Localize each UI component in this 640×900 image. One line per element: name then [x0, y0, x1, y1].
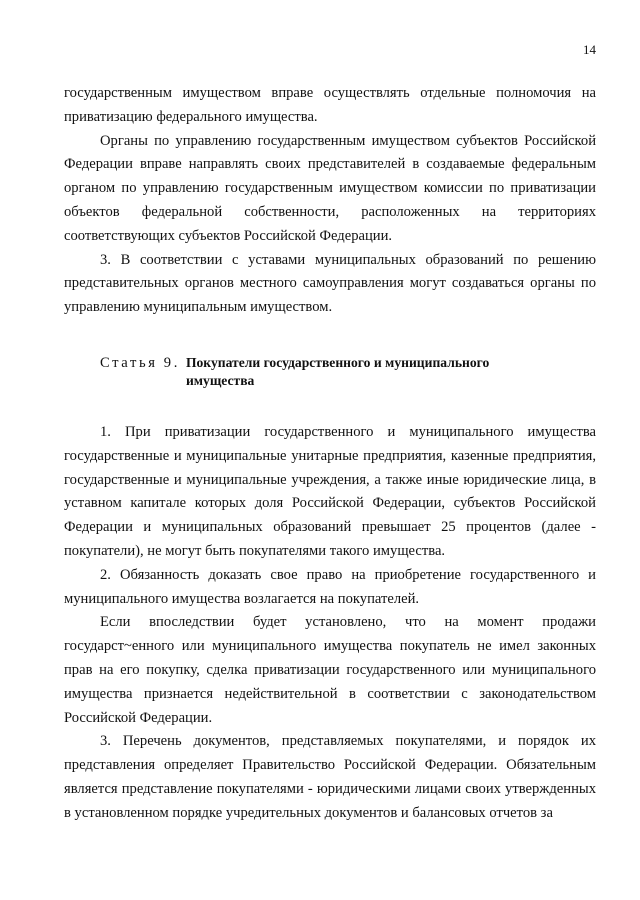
article-label: Статья 9.: [100, 354, 180, 371]
paragraph-continuation: государственным имуществом вправе осуществлять отдельные полномочия на приватизацию федерального имущества.: [64, 85, 596, 125]
paragraph-invalid-deal: Если впоследствии будет установлено, что на момент продажи государст~енного или муниципального имущества покупатель не имел законных прав на его покупку, сделка приватизации государственного или муниципального имущества признается недействительной в соответствии с законодательством Российской Федерации.: [64, 614, 596, 726]
document-body: [64, 82, 596, 826]
paragraph-item-1: 1. При приватизации государственного и муниципального имущества государственные и муниципальные унитарные предприятия, казенные предприятия, государственные и муниципальные учреждения, а также иные юридические лица, в уставном капитале которых доля Российской Федерации, субъектов Российской Федерации и муниципальных образований превышает 25 процентов (далее - покупатели), не могут быть покупателями такого имущества.: [64, 423, 596, 559]
article-heading: [64, 354, 596, 390]
paragraph-item-3: 3. Перечень документов, представляемых покупателями, и порядок их представления определяет Правительство Российской Федерации. Обязательным является представление покупателями - юридическими лицами своих утвержденных в установленном порядке учредительных документов и балансовых отчетов за: [64, 733, 596, 821]
article-title: Покупатели государственного и муниципального имущества: [185, 354, 490, 388]
paragraph-item-2: 2. Обязанность доказать свое право на приобретение государственного и муниципального имущества возлагается на покупателей.: [64, 566, 596, 607]
page-number: 14: [583, 42, 596, 57]
paragraph-subject-bodies: Органы по управлению государственным имуществом субъектов Российской Федерации вправе направлять своих представителей в создаваемые федеральным органом по управлению государственным имуществом комиссии по приватизации объектов федеральной собственности, расположенных на территориях соответствующих субъектов Российской Федерации.: [64, 132, 596, 244]
paragraph-municipal-bodies: 3. В соответствии с уставами муниципальных образований по решению представительных органов местного самоуправления могут создаваться органы по управлению муниципальным имуществом.: [64, 251, 596, 316]
